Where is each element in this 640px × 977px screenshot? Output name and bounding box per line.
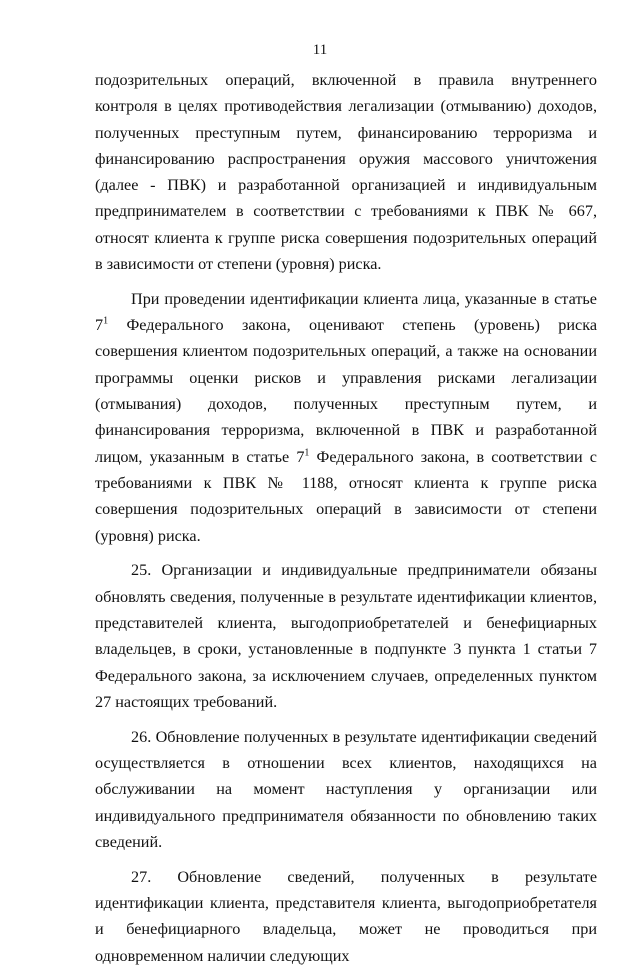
paragraph-text-part: Федерального закона, в соответствии с требованиями к ПВК № 1188, относят клиента к группе риска совершения подозрительных операций в зависимости от степени (уровня) риска.	[95, 447, 597, 545]
body-text	[95, 67, 597, 977]
superscript-index: 1	[103, 315, 109, 327]
paragraph-item-27: 27. Обновление сведений, полученных в результате идентификации клиента, представителя клиента, выгодоприобретателя и бенефициарного владельца, может не проводиться при одновременном наличии следующих	[95, 867, 597, 965]
page-number: 11	[312, 42, 328, 58]
paragraph-item-25: 25. Организации и индивидуальные предприниматели обязаны обновлять сведения, полученные в результате идентификации клиентов, представителей клиента, выгодоприобретателей и бенефициарных владельцев, в сроки, установленные в подпункте 3 пункта 1 статьи 7 Федерального закона, за исключением случаев, определенных пунктом 27 настоящих требований.	[95, 561, 597, 711]
paragraph-item-26: 26. Обновление полученных в результате идентификации сведений осуществляется в отношении всех клиентов, находящихся на обслуживании на момент наступления у организации или индивидуального предпринимателя обязанности по обновлению таких сведений.	[95, 727, 597, 851]
superscript-index: 1	[304, 447, 310, 459]
paragraph-continuation: подозрительных операций, включенной в правила внутреннего контроля в целях противодействия легализации (отмыванию) доходов, полученных преступным путем, финансированию терроризма и финансированию распространения оружия массового уничтожения (далее - ПВК) и разработанной организацией и индивидуальным предпринимателем в соответствии с требованиями к ПВК № 667, относят клиента к группе риска совершения подозрительных операций в зависимости от степени (уровня) риска.	[95, 71, 597, 274]
paragraph-text-part: При проведении идентификации клиента лица, указанные в статье 7	[95, 289, 597, 335]
paragraph-identification-risk	[95, 286, 597, 549]
paragraph-text-part: Федерального закона, оценивают степень (уровень) риска совершения клиентом подозрительных операций, а также на основании программы оценки рисков и управления рисками легализации (отмывания) доходов, полученных преступным путем, и финансирования терроризма, включенной в ПВК и разработанной лицом, указанным в статье 7	[95, 316, 597, 466]
